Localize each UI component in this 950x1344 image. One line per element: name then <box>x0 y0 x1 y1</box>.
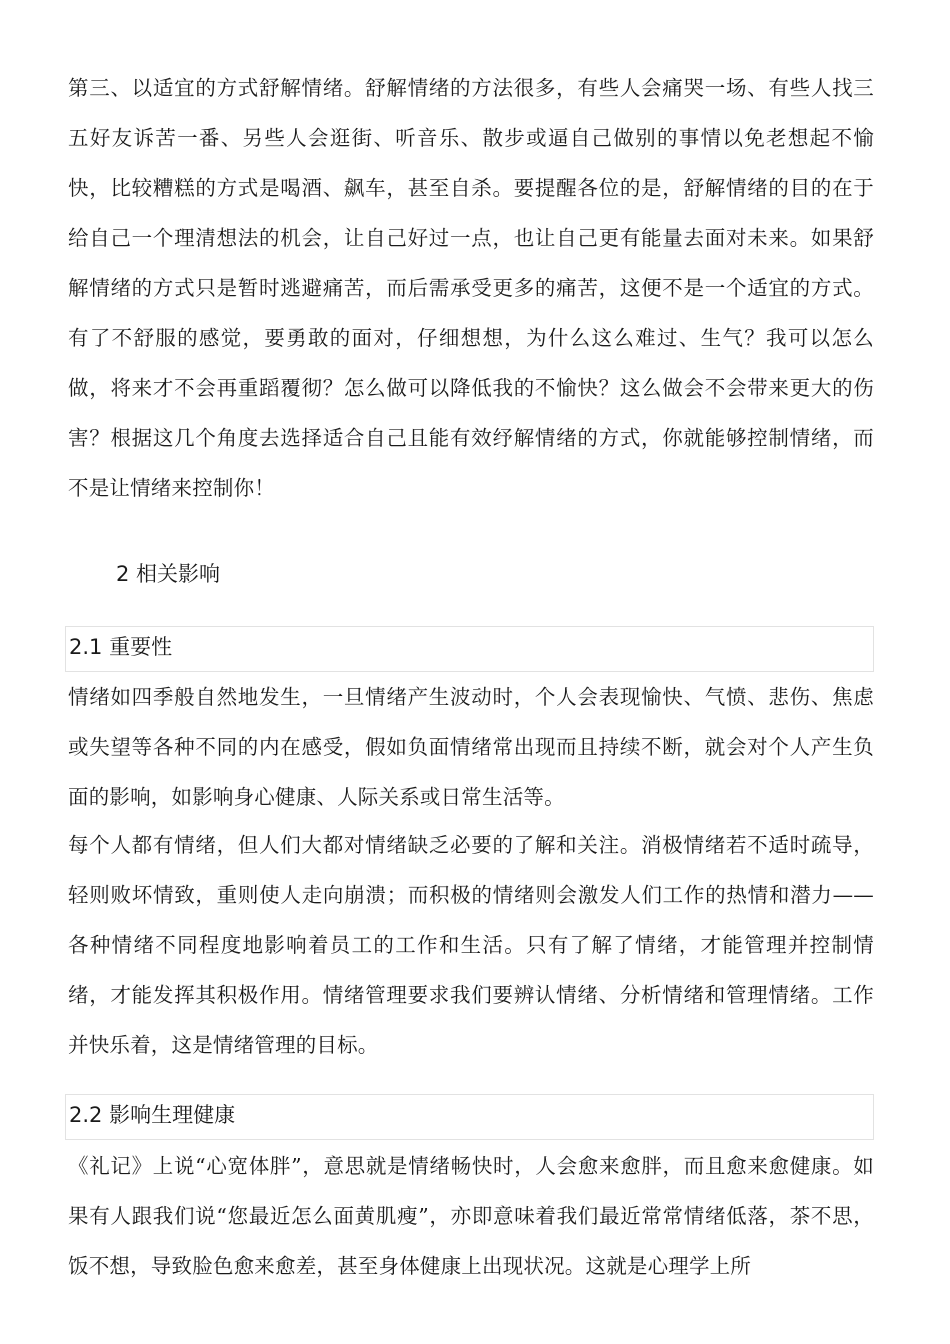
subsection-heading-2-2: 2.2 影响生理健康 <box>69 1103 236 1127</box>
importance-paragraph-2: 每个人都有情绪，但人们大都对情绪缺乏必要的了解和关注。消极情绪若不适时疏导，轻则败坏情致，重则使人走向崩溃；而积极的情绪则会激发人们工作的热情和潜力——各种情绪不同程度地影响着员工的工作和生活。只有了解了情绪，才能管理并控制情绪，才能发挥其积极作用。情绪管理要求我们要辨认情绪、分析情绪和管理情绪。工作并快乐着，这是情绪管理的目标。 <box>68 833 874 1057</box>
subsection-heading-box-2-1 <box>65 626 874 672</box>
importance-paragraph-1: 情绪如四季般自然地发生，一旦情绪产生波动时，个人会表现愉快、气愤、悲伤、焦虑或失望等各种不同的内在感受，假如负面情绪常出现而且持续不断，就会对个人产生负面的影响，如影响身心健康、人际关系或日常生活等。 <box>68 685 874 809</box>
section-heading-2: 2 相关影响 <box>116 562 221 586</box>
intro-paragraph: 第三、以适宜的方式舒解情绪。舒解情绪的方法很多，有些人会痛哭一场、有些人找三五好友诉苦一番、另些人会逛街、听音乐、散步或逼自己做别的事情以免老想起不愉快，比较糟糕的方式是喝酒、飙车，甚至自杀。要提醒各位的是，舒解情绪的目的在于给自己一个理清想法的机会，让自己好过一点，也让自己更有能量去面对未来。如果舒解情绪的方式只是暂时逃避痛苦，而后需承受更多的痛苦，这便不是一个适宜的方式。有了不舒服的感觉，要勇敢的面对，仔细想想，为什么这么难过、生气？我可以怎么做，将来才不会再重蹈覆彻？怎么做可以降低我的不愉快？这么做会不会带来更大的伤害？根据这几个角度去选择适合自己且能有效纾解情绪的方式，你就能够控制情绪，而不是让情绪来控制你！ <box>68 76 874 500</box>
physiology-paragraph-1: 《礼记》上说“心宽体胖”，意思就是情绪畅快时，人会愈来愈胖，而且愈来愈健康。如果有人跟我们说“您最近怎么面黄肌瘦”，亦即意味着我们最近常常情绪低落，茶不思，饭不想，导致脸色愈来愈差，甚至身体健康上出现状况。这就是心理学上所 <box>68 1154 874 1278</box>
subsection-heading-2-1: 2.1 重要性 <box>69 635 173 659</box>
subsection-heading-box-2-2 <box>65 1094 874 1140</box>
